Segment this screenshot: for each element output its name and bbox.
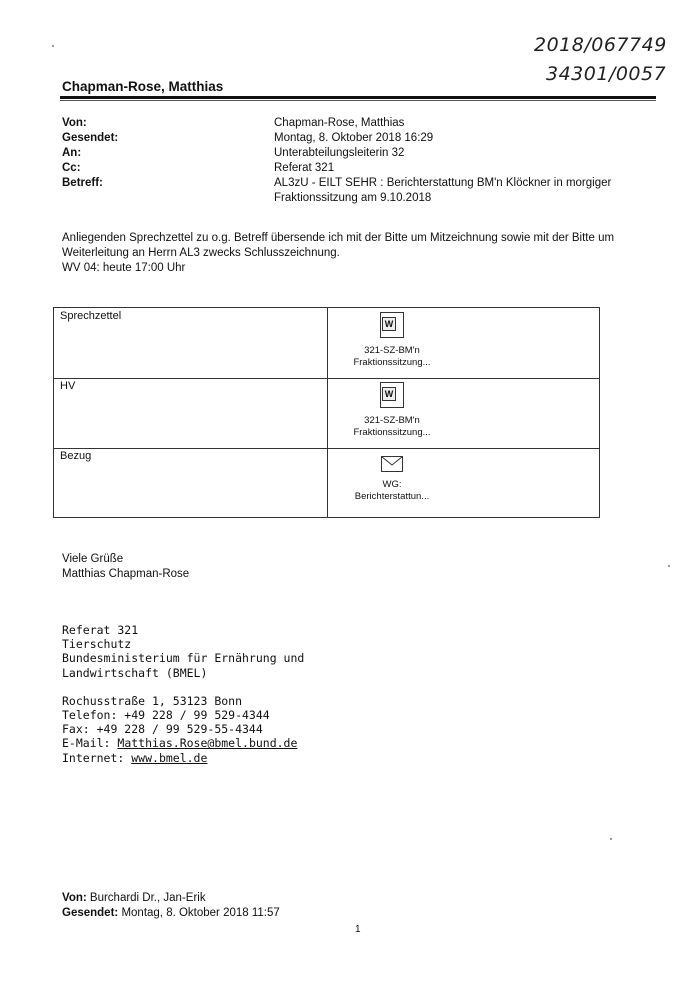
sig-address: Rochusstraße 1, 53123 Bonn [62,693,243,708]
cc-value: Referat 321 [274,162,335,174]
attachments-table [53,307,600,518]
to-label: An: [62,147,82,159]
scan-speck [610,838,612,840]
subject-label: Betreff: [62,177,103,189]
header-divider [60,96,656,99]
fwd-sent-value: Montag, 8. Oktober 2018 11:57 [118,907,280,919]
body-line: Weiterleitung an Herrn AL3 zwecks Schlusszeichnung. [62,247,340,259]
scan-speck [52,45,54,47]
scan-speck [668,565,670,567]
sig-ministry: Bundesministerium für Ernährung und [62,651,305,666]
forwarded-header [62,891,280,921]
attachment-row [54,378,599,449]
attachment-file[interactable] [327,380,457,439]
subject-value: AL3zU - EILT SEHR : Berichterstattung BM'n Klöckner in morgiger Fraktionssitzung am 9.10.2018 [274,177,612,204]
sig-fax: Fax: +49 228 / 99 529-55-4344 [62,722,263,737]
attachment-file[interactable] [327,450,457,503]
word-document-icon: W [380,382,404,408]
header-divider-thin [60,100,656,101]
stamp-reference-number: 2018/067749 [534,34,667,56]
to-value: Unterabteilungsleiterin 32 [274,147,405,159]
attachment-label: Bezug [60,450,92,462]
attachment-file[interactable] [327,310,457,369]
sig-email-label: E-Mail: [62,736,118,751]
website-link[interactable]: www.bmel.de [131,750,208,765]
from-value: Chapman-Rose, Matthias [274,117,405,129]
sig-web-label: Internet: [62,750,132,765]
attachment-filename-cont: Berichterstattun... [354,491,430,502]
sender-heading: Chapman-Rose, Matthias [62,79,224,94]
greeting-name: Matthias Chapman-Rose [62,568,190,580]
fwd-sent-label: Gesendet: [62,907,119,919]
body-line: WV 04: heute 17:00 Uhr [62,262,186,274]
sig-web-row [62,751,304,765]
sent-label: Gesendet: [62,132,119,144]
attachment-filename: 321-SZ-BM'n [364,415,420,426]
email-link[interactable]: Matthias.Rose@bmel.bund.de [117,736,298,751]
sig-phone: Telefon: +49 228 / 99 529-4344 [62,708,270,723]
greeting-line: Viele Grüße [62,553,124,565]
body-line: Anliegenden Sprechzettel zu o.g. Betreff übersende ich mit der Bitte um Mitzeichnung sowie mit der Bitte um [62,232,615,244]
attachment-row [54,308,599,379]
sig-ministry-cont: Landwirtschaft (BMEL) [62,665,208,680]
fwd-from-label: Von: [62,892,87,904]
sig-unit: Referat 321 [62,623,139,637]
signature-block [62,623,304,765]
attachment-row [54,448,599,517]
word-document-icon: W [380,312,404,338]
attachment-filename: 321-SZ-BM'n [364,345,420,356]
attachment-label: Sprechzettel [60,310,122,322]
attachment-filename-cont: Fraktionssitzung... [353,357,431,368]
mail-envelope-icon [381,456,403,472]
sig-email-row [62,736,304,750]
closing [62,552,189,582]
stamp-file-number: 34301/0057 [546,63,667,85]
fwd-from-value: Burchardi Dr., Jan-Erik [86,892,206,904]
cc-label: Cc: [62,162,81,174]
sent-value: Montag, 8. Oktober 2018 16:29 [274,132,434,144]
sig-dept: Tierschutz [62,637,132,652]
attachment-label: HV [60,380,76,392]
from-label: Von: [62,117,87,129]
attachment-filename: WG: [382,479,402,490]
attachment-filename-cont: Fraktionssitzung... [353,427,431,438]
message-body [62,231,662,276]
page-number: 1 [355,924,361,935]
